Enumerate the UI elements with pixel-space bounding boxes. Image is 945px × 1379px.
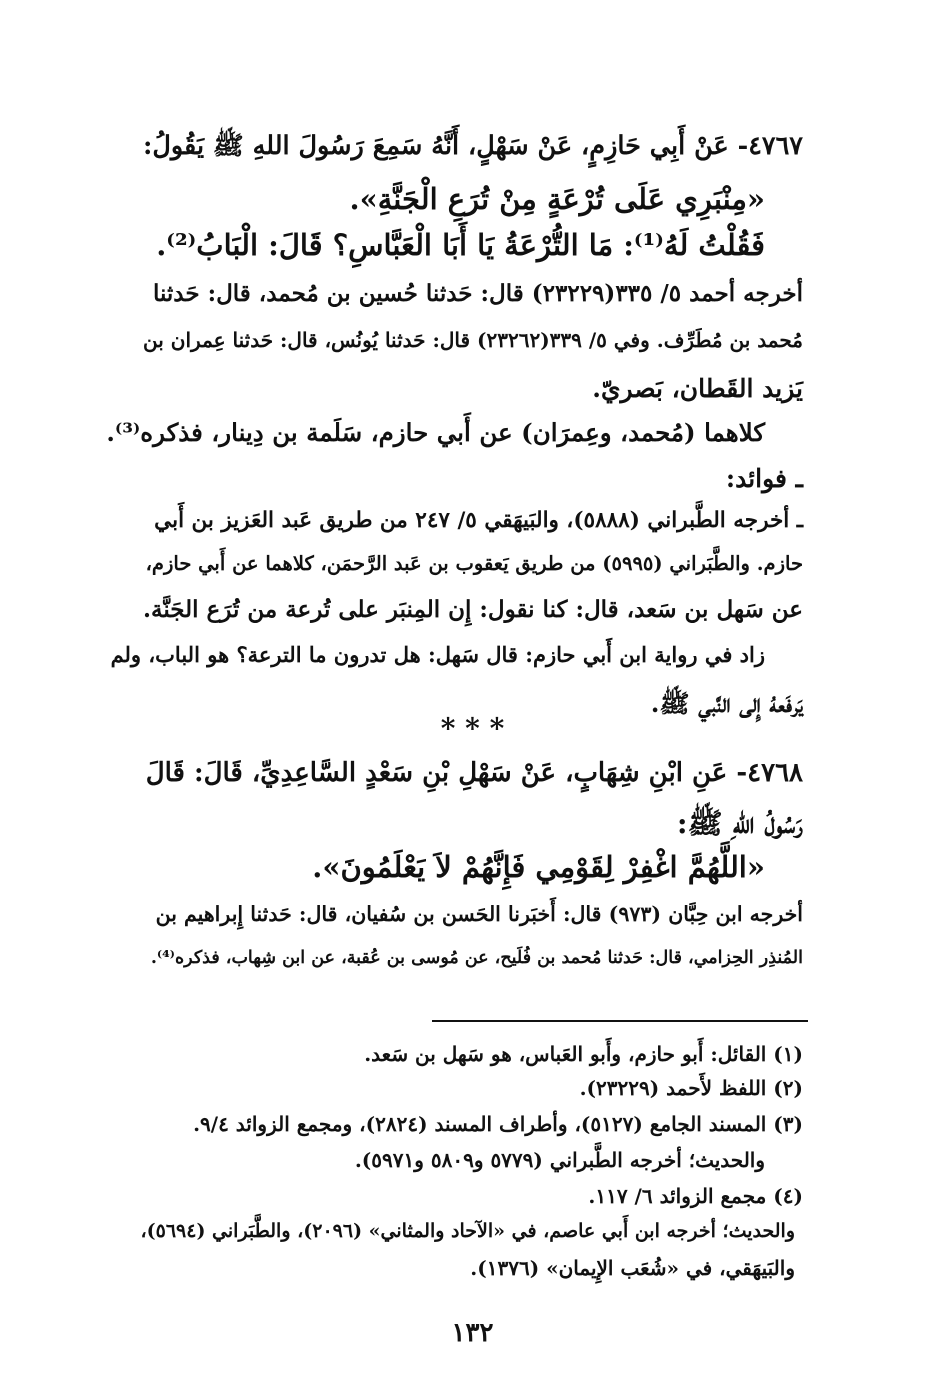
- footnote-3: (٣) المسند الجامع (٥١٢٧)، وأطراف المسند (٢٨٢٤)، ومجمع الزوائد ٩/٤.: [193, 1112, 803, 1136]
- footnote-4-continuation-2: والبَيهَقي، في «شُعَب الإِيمان» (١٣٧٦).: [470, 1256, 795, 1280]
- takhrij-4767-line-4: كلاهما (مُحمد، وعِمرَان) عن أَبي حازم، سَلَمة بن دِينار، فذكره⁽³⁾.: [106, 418, 765, 447]
- footnote-4: (٤) مجمع الزوائد ٦/ ١١٧.: [588, 1184, 803, 1208]
- fawaid-line-3: عن سَهل بن سَعد، قال: كنا نقول: إِن المِنبَر على تُرعة من تُرَع الجَنَّة.: [143, 596, 803, 623]
- takhrij-4768-line-2: المُنذِر الحِزامي، قال: حَدثنا مُحمد بن فُلَيح، عن مُوسى بن عُقبة، عن ابن شِهاب، فذكره⁽⁴⁾.: [150, 948, 803, 968]
- fawaid-line-5: يَرفَعهُ إِلى النَّبي ﷺ.: [650, 689, 803, 718]
- page-number: ١٣٢: [451, 1318, 494, 1348]
- hadith-4767-line-3: فَقُلْتُ لَهُ⁽¹⁾: مَا التُّرْعَةُ يَا أَبَا الْعَبَّاسِ؟ قَالَ: الْبَابُ⁽²⁾.: [156, 228, 765, 262]
- hadith-4768-line-1: ٤٧٦٨- عَنِ ابْنِ شِهَابٍ، عَنْ سَهْلِ بْنِ سَعْدٍ السَّاعِدِيِّ، قَالَ: قَالَ: [145, 758, 803, 788]
- footnote-2: (٢) اللفظ لأَحمد (٢٣٢٢٩).: [579, 1076, 803, 1100]
- takhrij-4767-line-3: يَزيد القَطان، بَصريّ.: [592, 374, 803, 403]
- fawaid-line-1: ـ أخرجه الطَّبراني (٥٨٨٨)، والبَيهَقي ٥/ ٢٤٧ من طريق عَبد العَزيز بن أَبي: [154, 508, 803, 533]
- footnote-1: (١) القائل: أَبو حازم، وأَبو العَباس، هو سَهل بن سَعد.: [364, 1042, 803, 1066]
- footnote-3-continuation: والحديث؛ أخرجه الطَّبراني (٥٧٧٩ و٥٨٠٩ و٥٩٧١).: [354, 1148, 765, 1172]
- fawaid-heading: ـ فوائد:: [725, 464, 803, 493]
- takhrij-4767-line-1: أخرجه أحمد ٥/ ٣٣٥(٢٣٢٢٩) قال: حَدثنا حُسين بن مُحمد، قال: حَدثنا: [152, 280, 803, 307]
- hadith-4768-line-2: رَسُولُ اللهِ ﷺ:: [676, 806, 803, 840]
- fawaid-line-4: زاد في رواية ابن أَبي حازم: قال سَهل: هل تدرون ما الترعة؟ هو الباب، ولم: [110, 642, 765, 667]
- fawaid-line-2: حازم. والطَّبَراني (٥٩٩٥) من طريق يَعقوب بن عَبد الرَّحمَن، كلاهما عن أَبي حازم،: [145, 552, 803, 575]
- hadith-4767-line-1: ٤٧٦٧- عَنْ أَبِي حَازِمٍ، عَنْ سَهْلٍ، أَنَّهُ سَمِعَ رَسُولَ اللهِ ﷺ يَقُولُ:: [142, 131, 803, 161]
- footnote-divider: [432, 1020, 808, 1022]
- section-separator: * * *: [440, 712, 505, 745]
- hadith-4767-matn: «مِنْبَرِي عَلَى تُرْعَةٍ مِنْ تُرَعِ الْجَنَّةِ».: [349, 182, 765, 216]
- takhrij-4767-line-2: مُحمد بن مُطَرِّف. وفي ٥/ ٣٣٩(٢٣٢٦٢) قال: حَدثنا يُونُس، قال: حَدثنا عِمران بن: [143, 328, 803, 352]
- footnote-4-continuation-1: والحديث؛ أخرجه ابن أَبي عاصم، في «الآحاد والمثاني» (٢٠٩٦)، والطَّبَراني (٥٦٩٤)،: [140, 1220, 795, 1242]
- takhrij-4768-line-1: أخرجه ابن حِبَّان (٩٧٣) قال: أَخبَرنا الحَسن بن سُفيان، قال: حَدثنا إِبراهيم بن: [155, 902, 803, 926]
- hadith-4768-matn: «اللَّهُمَّ اغْفِرْ لِقَوْمِي فَإِنَّهُمْ لاَ يَعْلَمُونَ».: [312, 850, 765, 884]
